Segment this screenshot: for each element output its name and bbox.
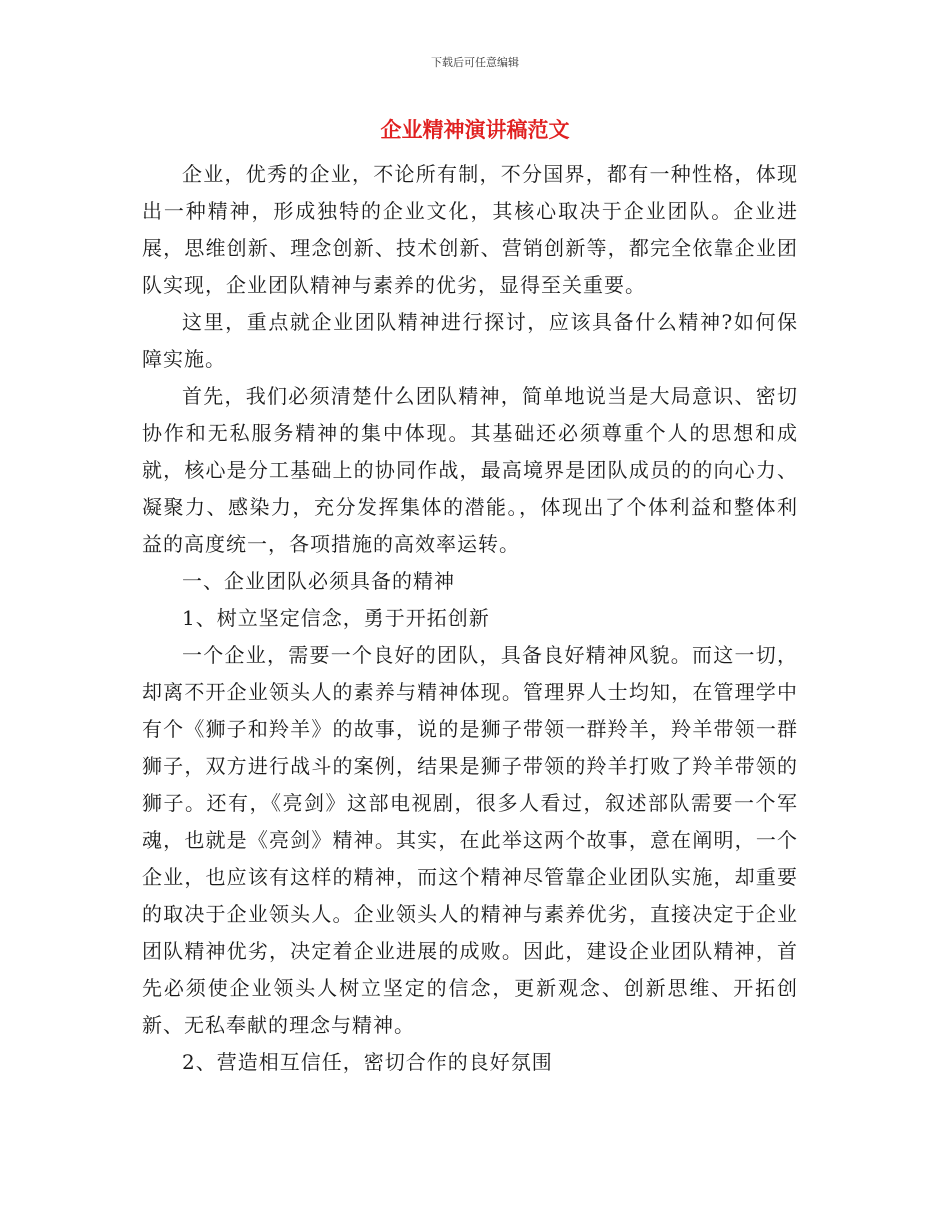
section-heading-1: 一、企业团队必须具备的精神	[182, 569, 455, 593]
paragraph-leadership: 一个企业，需要一个良好的团队，具备良好精神风貌。而这一切，却离不开企业领头人的素养与精神体现。管理界人士均知，在管理学中有个《狮子和羚羊》的故事，说的是狮子带领一群羚羊，羚羊带领一群狮子，双方进行战斗的案例，结果是狮子带领的羚羊打败了羚羊带领的狮子。还有，《亮剑》这部电视剧，很多人看过，叙述部队需要一个军魂，也就是《亮剑》精神。其实，在此举这两个故事，意在阐明，一个企业，也应该有这样的精神，而这个精神尽管靠企业团队实施，却重要的取决于企业领头人。企业领头人的精神与素养优劣，直接决定于企业团队精神优劣，决定着企业进展的成败。因此，建设企业团队精神，首先必须使企业领头人树立坚定的信念，更新观念、创新思维、开拓创新、无私奉献的理念与精神。	[142, 643, 798, 1037]
document-title: 企业精神演讲稿范文	[380, 117, 570, 142]
paragraph-focus: 这里，重点就企业团队精神进行探讨，应该具备什么精神?如何保障实施。	[142, 310, 798, 371]
paragraph-intro: 企业，优秀的企业，不论所有制，不分国界，都有一种性格，体现出一种精神，形成独特的企业文化，其核心取决于企业团队。企业进展，思维创新、理念创新、技术创新、营销创新等，都完全依靠企业团队实现，企业团队精神与素养的优劣，显得至关重要。	[142, 162, 798, 297]
subsection-heading-1: 1、树立坚定信念，勇于开拓创新	[182, 606, 490, 630]
paragraph-definition: 首先，我们必须清楚什么团队精神，简单地说当是大局意识、密切协作和无私服务精神的集中体现。其基础还必须尊重个人的思想和成就，核心是分工基础上的协同作战，最高境界是团队成员的的向心力、凝聚力、感染力，充分发挥集体的潜能。，体现出了个体利益和整体利益的高度统一，各项措施的高效率运转。	[142, 384, 798, 556]
document-body	[142, 156, 798, 1081]
page-header: 下载后可任意编辑	[431, 56, 519, 69]
subsection-heading-2: 2、营造相互信任，密切合作的良好氛围	[182, 1050, 553, 1074]
